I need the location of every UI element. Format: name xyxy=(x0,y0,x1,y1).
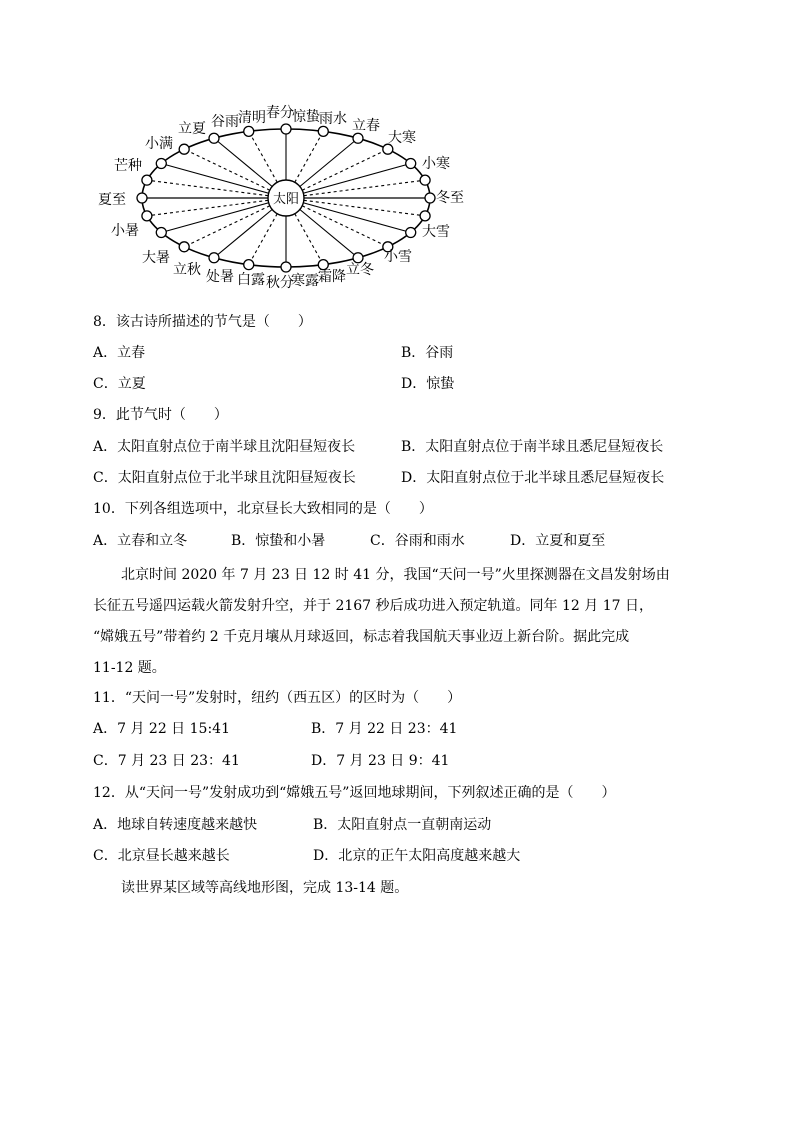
term-node xyxy=(156,228,166,238)
term-label-daxue: 大雪 xyxy=(422,224,450,240)
term-node xyxy=(209,253,219,263)
term-node xyxy=(244,126,254,136)
q8-option-b: B．谷雨 xyxy=(401,345,454,361)
term-label-hanlu: 寒露 xyxy=(291,273,319,289)
term-node xyxy=(425,193,435,203)
term-label-chunfen: 春分 xyxy=(266,105,294,121)
term-label-qingming: 清明 xyxy=(238,110,266,126)
term-label-dashu: 大暑 xyxy=(142,250,170,266)
term-node xyxy=(179,144,189,154)
q9-option-a: A．太阳直射点位于南半球且沈阳昼短夜长 xyxy=(93,439,356,455)
q8-option-a: A．立春 xyxy=(93,345,146,361)
term-label-xiaoshu: 小暑 xyxy=(111,223,139,239)
term-node xyxy=(420,211,430,221)
q8-option-d: D．惊蛰 xyxy=(401,376,455,392)
term-node xyxy=(406,159,416,169)
term-label-bailu: 白露 xyxy=(237,272,265,288)
solar-terms-diagram xyxy=(96,98,476,298)
term-label-mangzhong: 芒种 xyxy=(114,158,142,174)
term-label-chushu: 处暑 xyxy=(206,269,234,285)
term-node xyxy=(142,175,152,185)
passage xyxy=(93,560,703,684)
term-label-yushui: 雨水 xyxy=(319,111,347,127)
q12-option-b: B．太阳直射点一直朝南运动 xyxy=(313,817,492,833)
term-node xyxy=(142,211,152,221)
q12-option-d: D．北京的正午太阳高度越来越大 xyxy=(313,848,521,864)
q9-option-d: D．太阳直射点位于北半球且悉尼昼短夜长 xyxy=(401,470,665,486)
term-label-liqiu: 立秋 xyxy=(173,262,201,278)
term-node xyxy=(137,193,147,203)
term-label-guyu: 谷雨 xyxy=(211,114,239,130)
term-label-dongzhi: 冬至 xyxy=(436,190,464,206)
q11-option-c: C．7 月 23 日 23：41 xyxy=(93,753,240,769)
term-label-shuangjiang: 霜降 xyxy=(318,269,346,285)
intro-13-14: 读世界某区域等高线地形图，完成 13-14 题。 xyxy=(121,880,409,896)
q12-option-c: C．北京昼长越来越长 xyxy=(93,848,230,864)
term-node xyxy=(209,133,219,143)
q12-option-a: A．地球自转速度越来越快 xyxy=(93,817,258,833)
q12-stem: 12．从“天问一号”发射成功到“嫦娥五号”返回地球期间，下列叙述正确的是（ ） xyxy=(93,785,616,801)
passage-line-4: 11-12 题。 xyxy=(93,660,166,676)
term-node xyxy=(156,159,166,169)
term-label-xiaoxue: 小雪 xyxy=(384,249,412,265)
term-node xyxy=(420,175,430,185)
sun xyxy=(268,180,304,216)
solar-terms-svg xyxy=(96,98,476,298)
term-label-xiazhi: 夏至 xyxy=(98,192,126,208)
passage-line-2: 长征五号遥四运载火箭发射升空，并于 2167 秒后成功进入预定轨道。同年 12 月 17 日， xyxy=(93,598,653,614)
spoke-line xyxy=(286,180,425,198)
q10-stem: 10．下列各组选项中，北京昼长大致相同的是（ ） xyxy=(93,501,433,517)
term-node xyxy=(318,126,328,136)
q11-option-a: A．7 月 22 日 15:41 xyxy=(93,721,230,737)
term-node xyxy=(281,262,291,272)
q9-option-c: C．太阳直射点位于北半球且沈阳昼短夜长 xyxy=(93,470,356,486)
term-label-qiufen: 秋分 xyxy=(266,275,294,291)
q9-option-b: B．太阳直射点位于南半球且悉尼昼短夜长 xyxy=(401,439,664,455)
term-label-dahan: 大寒 xyxy=(388,130,416,146)
q11-option-b: B．7 月 22 日 23：41 xyxy=(311,721,458,737)
term-node xyxy=(353,133,363,143)
term-label-jingzhe: 惊蛰 xyxy=(292,109,320,125)
spoke-line xyxy=(286,198,425,216)
sun-label: 太阳 xyxy=(272,192,300,207)
term-node xyxy=(244,260,254,270)
term-node xyxy=(179,242,189,252)
q8-option-c: C．立夏 xyxy=(93,376,146,392)
q9-stem: 9．此节气时（ ） xyxy=(93,407,228,423)
q10-option-c: C．谷雨和雨水 xyxy=(370,533,465,549)
passage-line-3: “嫦娥五号”带着约 2 千克月壤从月球返回，标志着我国航天事业迈上新台阶。据此完成 xyxy=(93,629,630,645)
q11-stem: 11．“天问一号”发射时，纽约（西五区）的区时为（ ） xyxy=(93,690,462,706)
q10-option-a: A．立春和立冬 xyxy=(93,533,188,549)
term-label-xiaoman: 小满 xyxy=(145,136,173,152)
term-node xyxy=(406,228,416,238)
term-label-lichun: 立春 xyxy=(352,118,380,134)
term-label-lixia: 立夏 xyxy=(178,121,206,137)
q11-option-d: D．7 月 23 日 9：41 xyxy=(311,753,450,769)
q10-option-d: D．立夏和夏至 xyxy=(510,533,606,549)
passage-line-1: 北京时间 2020 年 7 月 23 日 12 时 41 分，我国“天问一号”火里探测器在文昌发射场由 xyxy=(121,567,670,583)
term-label-lidong: 立冬 xyxy=(346,262,374,278)
term-node xyxy=(281,124,291,134)
q8-stem: 8．该古诗所描述的节气是（ ） xyxy=(93,314,312,330)
spoke-line xyxy=(147,180,286,198)
term-label-xiaohan: 小寒 xyxy=(422,156,450,172)
spoke-line xyxy=(147,198,286,216)
q10-option-b: B．惊蛰和小暑 xyxy=(231,533,326,549)
